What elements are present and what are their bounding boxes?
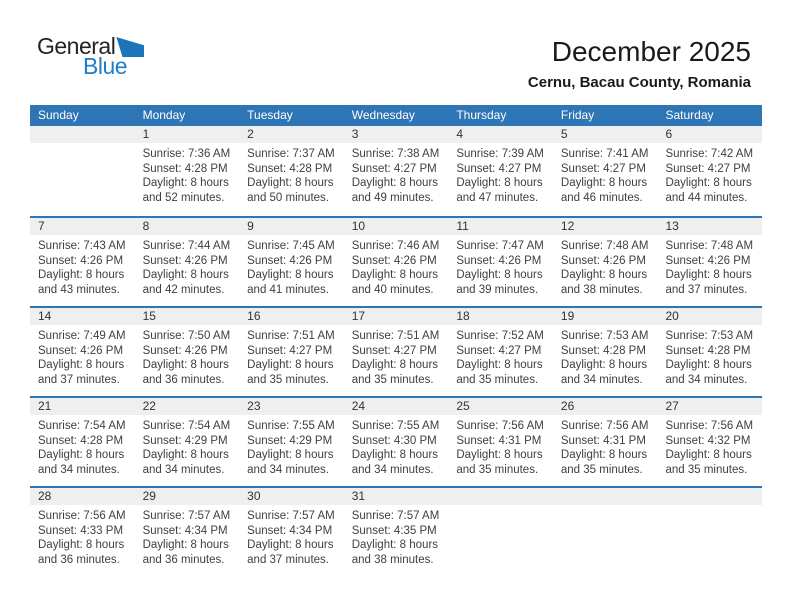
sunset-text: Sunset: 4:28 PM (247, 162, 333, 175)
day-details (135, 415, 240, 477)
sunset-text: Sunset: 4:26 PM (665, 254, 751, 267)
day-cell-14 (30, 308, 135, 396)
day-number: 28 (30, 488, 135, 505)
week-row-4 (30, 396, 762, 486)
sunrise-text: Sunrise: 7:57 AM (142, 510, 231, 522)
day-cell-22 (135, 398, 240, 486)
day-cell-20 (657, 308, 762, 396)
daylight-text-line1: Daylight: 8 hours (142, 539, 229, 552)
day-number: 7 (30, 218, 135, 235)
sunset-text: Sunset: 4:26 PM (38, 344, 124, 357)
daylight-text-line1: Daylight: 8 hours (560, 177, 648, 190)
daylight-text-line2: and 35 minutes. (665, 463, 748, 476)
day-cell-21 (30, 398, 135, 486)
day-number: 3 (344, 126, 449, 143)
day-number: 9 (239, 218, 344, 235)
day-details (344, 325, 449, 387)
sunset-text: Sunset: 4:35 PM (351, 524, 437, 537)
sunrise-text: Sunrise: 7:38 AM (351, 148, 440, 160)
daylight-text-line2: and 43 minutes. (38, 283, 120, 296)
day-number: 15 (135, 308, 240, 325)
day-number: 13 (657, 218, 762, 235)
sunrise-text: Sunrise: 7:56 AM (456, 420, 544, 432)
sunset-text: Sunset: 4:26 PM (456, 254, 542, 267)
day-cell-15 (135, 308, 240, 396)
daylight-text-line1: Daylight: 8 hours (456, 269, 543, 282)
day-details (30, 235, 135, 297)
day-details (553, 325, 658, 387)
day-number: 4 (448, 126, 553, 143)
day-details (553, 415, 658, 477)
sunset-text: Sunset: 4:26 PM (142, 254, 228, 267)
daylight-text-line2: and 37 minutes. (665, 283, 748, 296)
daylight-text-line1: Daylight: 8 hours (38, 449, 125, 462)
page-subtitle: Cernu, Bacau County, Romania (527, 74, 751, 91)
sunset-text: Sunset: 4:27 PM (351, 344, 437, 357)
sunset-text: Sunset: 4:28 PM (38, 434, 124, 447)
sunrise-text: Sunrise: 7:51 AM (247, 330, 335, 342)
sunrise-text: Sunrise: 7:55 AM (247, 420, 335, 432)
sunset-text: Sunset: 4:34 PM (142, 524, 228, 537)
daylight-text-line2: and 52 minutes. (142, 191, 225, 204)
daylight-text-line1: Daylight: 8 hours (38, 269, 125, 282)
day-cell-30 (239, 488, 344, 576)
page-title: December 2025 (551, 36, 751, 67)
empty-day-number-strip (448, 488, 553, 505)
sunrise-text: Sunrise: 7:51 AM (351, 330, 440, 342)
day-cell-27 (657, 398, 762, 486)
sunrise-text: Sunrise: 7:46 AM (351, 240, 440, 252)
sunrise-text: Sunrise: 7:49 AM (38, 330, 126, 342)
daylight-text-line2: and 38 minutes. (560, 283, 643, 296)
day-number: 5 (553, 126, 658, 143)
logo-blue-text: Blue (83, 53, 128, 79)
day-number: 2 (239, 126, 344, 143)
day-details (135, 505, 240, 567)
daylight-text-line2: and 36 minutes. (142, 373, 225, 386)
day-number: 26 (553, 398, 658, 415)
sunset-text: Sunset: 4:27 PM (247, 344, 333, 357)
sunset-text: Sunset: 4:29 PM (247, 434, 333, 447)
daylight-text-line1: Daylight: 8 hours (665, 177, 752, 190)
sunrise-text: Sunrise: 7:41 AM (560, 148, 649, 160)
day-cell-4 (448, 126, 553, 216)
day-details (344, 143, 449, 205)
day-number: 22 (135, 398, 240, 415)
day-cell-9 (239, 218, 344, 306)
sunset-text: Sunset: 4:26 PM (247, 254, 333, 267)
day-cell-26 (553, 398, 658, 486)
day-details (135, 143, 240, 205)
day-details (448, 415, 553, 477)
sunrise-text: Sunrise: 7:57 AM (351, 510, 440, 522)
sunset-text: Sunset: 4:26 PM (351, 254, 437, 267)
day-details (448, 143, 553, 205)
day-number: 19 (553, 308, 658, 325)
daylight-text-line2: and 34 minutes. (351, 463, 434, 476)
day-cell-12 (553, 218, 658, 306)
day-cell-8 (135, 218, 240, 306)
daylight-text-line1: Daylight: 8 hours (351, 539, 439, 552)
day-details (30, 325, 135, 387)
weekday-header-saturday: Saturday (665, 108, 714, 122)
calendar-table (30, 105, 762, 576)
daylight-text-line1: Daylight: 8 hours (665, 449, 752, 462)
sunrise-text: Sunrise: 7:54 AM (142, 420, 231, 432)
daylight-text-line1: Daylight: 8 hours (247, 449, 334, 462)
day-number: 25 (448, 398, 553, 415)
empty-day-cell (448, 488, 553, 576)
sunset-text: Sunset: 4:28 PM (142, 162, 228, 175)
day-cell-16 (239, 308, 344, 396)
day-number: 29 (135, 488, 240, 505)
day-number: 11 (448, 218, 553, 235)
day-cell-3 (344, 126, 449, 216)
daylight-text-line2: and 40 minutes. (351, 283, 434, 296)
sunset-text: Sunset: 4:32 PM (665, 434, 751, 447)
day-details (239, 505, 344, 567)
day-cell-2 (239, 126, 344, 216)
day-details (239, 235, 344, 297)
daylight-text-line2: and 35 minutes. (456, 373, 539, 386)
day-cell-10 (344, 218, 449, 306)
sunrise-text: Sunrise: 7:44 AM (142, 240, 231, 252)
empty-day-number-strip (553, 488, 658, 505)
daylight-text-line1: Daylight: 8 hours (142, 449, 229, 462)
daylight-text-line1: Daylight: 8 hours (456, 359, 543, 372)
day-details (30, 505, 135, 567)
calendar-grid (30, 126, 762, 576)
sunrise-text: Sunrise: 7:42 AM (665, 148, 754, 160)
daylight-text-line2: and 46 minutes. (560, 191, 643, 204)
weekday-header-tuesday: Tuesday (247, 108, 293, 122)
daylight-text-line1: Daylight: 8 hours (665, 269, 752, 282)
day-details (657, 415, 762, 477)
weekday-header-wednesday: Wednesday (351, 108, 415, 122)
day-details (657, 325, 762, 387)
day-details (448, 325, 553, 387)
sunset-text: Sunset: 4:27 PM (351, 162, 437, 175)
daylight-text-line2: and 44 minutes. (665, 191, 748, 204)
day-number: 18 (448, 308, 553, 325)
daylight-text-line2: and 36 minutes. (142, 553, 225, 566)
day-number: 14 (30, 308, 135, 325)
day-number: 31 (344, 488, 449, 505)
sunset-text: Sunset: 4:34 PM (247, 524, 333, 537)
weekday-header-thursday: Thursday (456, 108, 507, 122)
daylight-text-line2: and 34 minutes. (665, 373, 748, 386)
sunrise-text: Sunrise: 7:48 AM (665, 240, 754, 252)
daylight-text-line1: Daylight: 8 hours (142, 269, 229, 282)
day-number: 12 (553, 218, 658, 235)
daylight-text-line1: Daylight: 8 hours (38, 539, 125, 552)
daylight-text-line2: and 35 minutes. (456, 463, 539, 476)
sunset-text: Sunset: 4:33 PM (38, 524, 124, 537)
weekday-header-monday: Monday (142, 108, 186, 122)
sunrise-text: Sunrise: 7:50 AM (142, 330, 231, 342)
sunrise-text: Sunrise: 7:57 AM (247, 510, 335, 522)
daylight-text-line1: Daylight: 8 hours (351, 359, 439, 372)
day-details (657, 143, 762, 205)
daylight-text-line1: Daylight: 8 hours (142, 177, 229, 190)
sunrise-text: Sunrise: 7:53 AM (665, 330, 754, 342)
day-number: 30 (239, 488, 344, 505)
day-number: 21 (30, 398, 135, 415)
daylight-text-line1: Daylight: 8 hours (560, 449, 648, 462)
weekday-header-row (30, 105, 762, 126)
daylight-text-line1: Daylight: 8 hours (456, 449, 543, 462)
day-number: 6 (657, 126, 762, 143)
daylight-text-line1: Daylight: 8 hours (247, 539, 334, 552)
daylight-text-line1: Daylight: 8 hours (560, 269, 648, 282)
day-details (30, 415, 135, 477)
empty-day-cell (30, 126, 135, 216)
week-row-3 (30, 306, 762, 396)
sunset-text: Sunset: 4:31 PM (560, 434, 646, 447)
daylight-text-line2: and 35 minutes. (247, 373, 329, 386)
day-number: 20 (657, 308, 762, 325)
day-cell-24 (344, 398, 449, 486)
sunset-text: Sunset: 4:27 PM (456, 162, 542, 175)
weekday-header-friday: Friday (560, 108, 595, 122)
day-details (448, 235, 553, 297)
daylight-text-line2: and 34 minutes. (38, 463, 120, 476)
day-details (344, 235, 449, 297)
day-number: 16 (239, 308, 344, 325)
daylight-text-line1: Daylight: 8 hours (456, 177, 543, 190)
sunrise-text: Sunrise: 7:56 AM (665, 420, 754, 432)
day-cell-17 (344, 308, 449, 396)
day-number: 8 (135, 218, 240, 235)
sunset-text: Sunset: 4:29 PM (142, 434, 228, 447)
day-number: 10 (344, 218, 449, 235)
day-details (553, 235, 658, 297)
sunrise-text: Sunrise: 7:48 AM (560, 240, 649, 252)
day-cell-1 (135, 126, 240, 216)
daylight-text-line1: Daylight: 8 hours (247, 177, 334, 190)
day-cell-29 (135, 488, 240, 576)
sunrise-text: Sunrise: 7:54 AM (38, 420, 126, 432)
sunrise-text: Sunrise: 7:56 AM (38, 510, 126, 522)
daylight-text-line2: and 39 minutes. (456, 283, 539, 296)
day-cell-7 (30, 218, 135, 306)
sunrise-text: Sunrise: 7:52 AM (456, 330, 544, 342)
sunset-text: Sunset: 4:31 PM (456, 434, 542, 447)
sunset-text: Sunset: 4:27 PM (665, 162, 751, 175)
day-cell-19 (553, 308, 658, 396)
daylight-text-line1: Daylight: 8 hours (247, 359, 334, 372)
day-cell-13 (657, 218, 762, 306)
week-row-1 (30, 126, 762, 216)
daylight-text-line2: and 37 minutes. (247, 553, 329, 566)
daylight-text-line2: and 34 minutes. (247, 463, 329, 476)
daylight-text-line1: Daylight: 8 hours (247, 269, 334, 282)
daylight-text-line2: and 42 minutes. (142, 283, 225, 296)
day-number: 27 (657, 398, 762, 415)
daylight-text-line2: and 37 minutes. (38, 373, 120, 386)
day-details (135, 235, 240, 297)
weekday-header-sunday: Sunday (38, 108, 79, 122)
daylight-text-line1: Daylight: 8 hours (560, 359, 648, 372)
day-details (344, 505, 449, 567)
daylight-text-line2: and 35 minutes. (351, 373, 434, 386)
empty-day-number-strip (30, 126, 135, 143)
week-row-2 (30, 216, 762, 306)
daylight-text-line2: and 47 minutes. (456, 191, 539, 204)
day-number: 1 (135, 126, 240, 143)
day-details (239, 143, 344, 205)
daylight-text-line2: and 41 minutes. (247, 283, 329, 296)
daylight-text-line1: Daylight: 8 hours (665, 359, 752, 372)
sunset-text: Sunset: 4:28 PM (560, 344, 646, 357)
day-details (135, 325, 240, 387)
daylight-text-line1: Daylight: 8 hours (351, 449, 439, 462)
day-number: 17 (344, 308, 449, 325)
day-details (239, 415, 344, 477)
sunrise-text: Sunrise: 7:36 AM (142, 148, 231, 160)
sunrise-text: Sunrise: 7:39 AM (456, 148, 544, 160)
sunrise-text: Sunrise: 7:45 AM (247, 240, 335, 252)
day-details (344, 415, 449, 477)
sunset-text: Sunset: 4:30 PM (351, 434, 437, 447)
day-details (553, 143, 658, 205)
day-cell-5 (553, 126, 658, 216)
sunrise-text: Sunrise: 7:55 AM (351, 420, 440, 432)
sunset-text: Sunset: 4:27 PM (560, 162, 646, 175)
logo-general-text: General (37, 33, 116, 59)
general-blue-logo (37, 33, 144, 79)
sunrise-text: Sunrise: 7:47 AM (456, 240, 544, 252)
daylight-text-line1: Daylight: 8 hours (142, 359, 229, 372)
day-cell-18 (448, 308, 553, 396)
empty-day-cell (657, 488, 762, 576)
title-block (528, 36, 751, 91)
day-number: 24 (344, 398, 449, 415)
daylight-text-line2: and 38 minutes. (351, 553, 434, 566)
daylight-text-line2: and 34 minutes. (560, 373, 643, 386)
sunrise-text: Sunrise: 7:43 AM (38, 240, 126, 252)
daylight-text-line1: Daylight: 8 hours (38, 359, 125, 372)
sunset-text: Sunset: 4:26 PM (560, 254, 646, 267)
sunrise-text: Sunrise: 7:53 AM (560, 330, 649, 342)
week-row-5 (30, 486, 762, 576)
daylight-text-line2: and 34 minutes. (142, 463, 225, 476)
empty-day-number-strip (657, 488, 762, 505)
sunset-text: Sunset: 4:28 PM (665, 344, 751, 357)
day-cell-11 (448, 218, 553, 306)
day-number: 23 (239, 398, 344, 415)
daylight-text-line2: and 50 minutes. (247, 191, 329, 204)
day-details (239, 325, 344, 387)
day-cell-23 (239, 398, 344, 486)
day-cell-25 (448, 398, 553, 486)
day-cell-28 (30, 488, 135, 576)
sunrise-text: Sunrise: 7:37 AM (247, 148, 335, 160)
daylight-text-line2: and 36 minutes. (38, 553, 120, 566)
day-cell-6 (657, 126, 762, 216)
daylight-text-line1: Daylight: 8 hours (351, 177, 439, 190)
daylight-text-line2: and 49 minutes. (351, 191, 434, 204)
day-cell-31 (344, 488, 449, 576)
day-details (657, 235, 762, 297)
sunset-text: Sunset: 4:26 PM (142, 344, 228, 357)
daylight-text-line2: and 35 minutes. (560, 463, 643, 476)
daylight-text-line1: Daylight: 8 hours (351, 269, 439, 282)
empty-day-cell (553, 488, 658, 576)
sunrise-text: Sunrise: 7:56 AM (560, 420, 649, 432)
sunset-text: Sunset: 4:26 PM (38, 254, 124, 267)
sunset-text: Sunset: 4:27 PM (456, 344, 542, 357)
